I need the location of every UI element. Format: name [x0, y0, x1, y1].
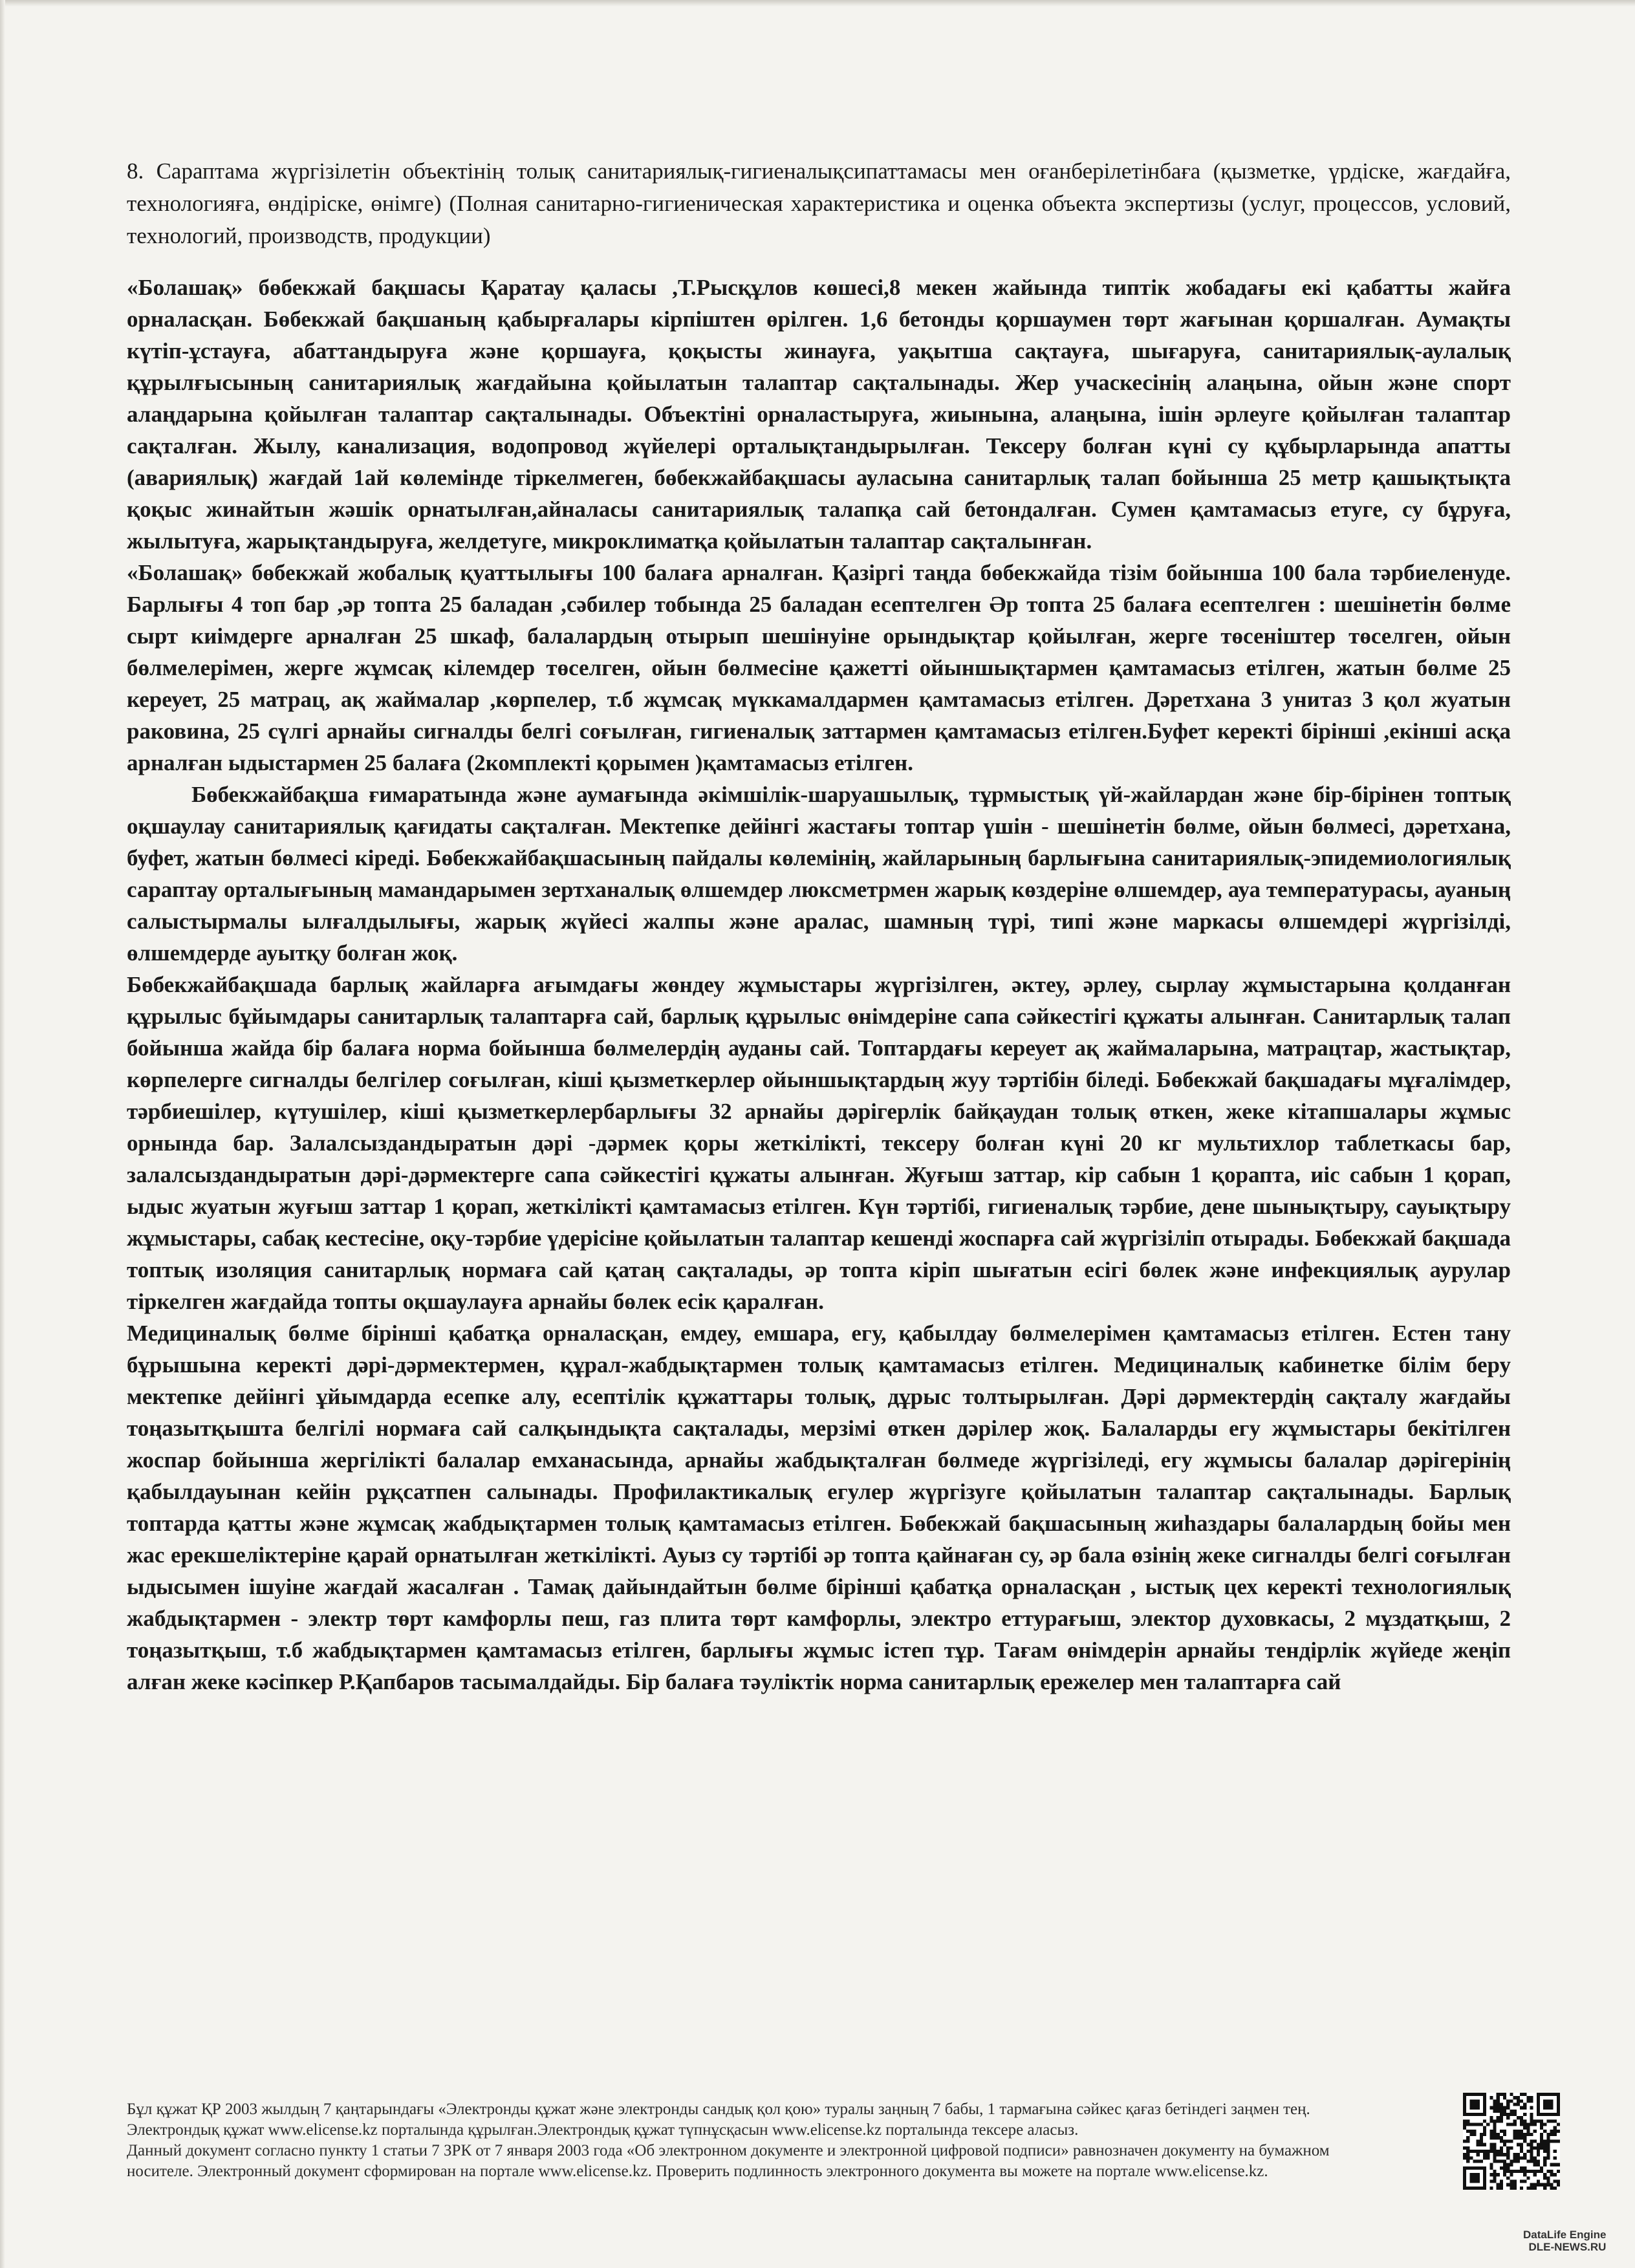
scan-edge: [0, 0, 1635, 6]
legal-footer: [127, 2099, 1440, 2182]
watermark-line: DLE-NEWS.RU: [1528, 2241, 1607, 2253]
paragraph-location: «Болашақ» бөбекжай бақшасы Қаратау қаласы ,Т.Рысқұлов көшесі,8 мекен жайында типтік жобадағы екі қабатты жайға орналасқан. Бөбекжай бақшаның қабырғалары кірпіштен өрілген. 1,6 бетонды қоршаумен төрт жағынан қоршалған. Аумақты күтіп-ұстауға, абаттандыруға және қоршауға, қоқысты жинауға, уақытша сақтауға, шығаруға, санитариялық-аулалық құрылғысының санитариялық жағдайына қойылатын талаптар сақталынады. Жер учаскесінің алаңына, ойын және спорт алаңдарына қойылған талаптар сақталынады. Объектіні орналастыруға, жиынына, алаңына, ішін әрлеуге қойылған талаптар сақталған. Жылу, канализация, водопровод жүйелері орталықтандырылған. Тексеру болған күні су құбырларында апатты (авариялық) жағдай 1ай көлемінде тіркелмеген, бөбекжайбақшасы ауласына санитарлық талап бойынша 25 метр қашықтықта қоқыс жинайтын жәшік орнатылған,айналасы санитариялық талапқа сай бетондалған. Сумен қамтамасыз етуге, су бұруға, жылытуға, жарықтандыруға, желдетуге, микроклиматқа қойылатын талаптар сақталынған.: [127, 275, 1511, 554]
watermark-line: DataLife Engine: [1523, 2229, 1607, 2241]
document-page: [127, 155, 1511, 1698]
scan-edge-left: [0, 0, 5, 2268]
paragraph-medical: Медициналық бөлме бірінші қабатқа орналасқан, емдеу, емшара, егу, қабылдау бөлмелерімен қамтамасыз етілген. Естен тану бұрышына керекті дәрі-дәрмектермен, құрал-жабдықтармен толық қамтамасыз етілген. Медициналық кабинетке білім беру мектепке дейінгі ұйымдарда есепке алу, есептілік құжаттары толық, дұрыс толтырылған. Дәрі дәрмектердің сақталу жағдайы тоңазытқышта белгілі нормаға сай салқындықта сақталады, мерзімі өткен дәрілер жоқ. Балаларды егу жұмыстары бекітілген жоспар бойынша жергілікті балалар емханасында, арнайы жабдықталған бөлмеде жүргізіледі, егу жұмысы балалар дәрігерінің қабылдауынан кейін рұқсатпен салынады. Профилактикалық егулер жүргізуге қойылатын талаптар сақталынады. Барлық топтарда қатты және жұмсақ жабдықтармен толық қамтамасыз етілген. Бөбекжай бақшасының жиhаздары балалардың бойы мен жас ерекшеліктеріне қарай орнатылған жеткілікті. Ауыз су тәртібі әр топта қайнаған су, әр бала өзінің жеке сигналды белгі соғылған ыдысымен ішуіне жағдай жасалған . Тамақ дайындайтын бөлме бірінші қабатқа орналасқан , ыстық цех керекті технологиялық жабдықтармен - электр төрт камфорлы пеш, газ плита төрт камфорлы, электро еттурағыш, электор духовкасы, 2 мұздатқыш, 2 тоңазытқыш, т.б жабдықтармен қамтамасыз етілген, барлығы жұмыс істеп тұр. Тағам өнімдерін арнайы тендірлік жүйеде жеңіп алған жеке кәсіпкер Р.Қапбаров тасымалдайды. Бір балаға тәуліктік норма санитарлық ережелер мен талаптарға сай: [127, 1321, 1511, 1694]
watermark-stamp: [1523, 2229, 1606, 2253]
document-body: [127, 272, 1511, 1698]
footer-line: носителе. Электронный документ сформирован на портале www.elicense.kz. Проверить подлинность электронного документа вы можете на портале www.elicense.kz.: [127, 2163, 1268, 2180]
paragraph-isolation: Бөбекжайбақша ғимаратында және аумағында әкімшілік-шаруашылық, тұрмыстық үй-жайлардан және бір-бірінен топтық оқшаулау санитариялық қағидаты сақталған. Мектепке дейінгі жастағы топтар үшін - шешінетін бөлме, ойын бөлмесі, дәретхана, буфет, жатын бөлмесі кіреді. Бөбекжайбақшасының пайдалы көлемінің, жайларының барлығына санитариялық-эпидемиологиялық сараптау орталығының мамандарымен зертханалық өлшемдер люксметрмен жарық көздеріне өлшемдер, ауа температурасы, ауаның салыстырмалы ылғалдылығы, жарық жүйесі жалпы және аралас, шамның түрі, типі және маркасы өлшемдері жүргізілді, өлшемдерде ауытқу болған жоқ.: [127, 782, 1511, 966]
section-heading: 8. Сараптама жүргізілетін объектінің толық санитариялық-гигиеналықсипаттамасы мен оғанберілетінбаға (қызметке, үрдіске, жағдайға, технологияға, өндіріске, өнімге) (Полная санитарно-гигиеническая характеристика и оценка объекта экспертизы (услуг, процессов, условий, технологий, производств, продукции): [127, 158, 1511, 248]
footer-line: Электрондық құжат www.elicense.kz порталында құрылған.Электрондық құжат түпнұсқасын www.elicense.kz порталында тексере аласыз.: [127, 2121, 1079, 2139]
qr-code-icon: [1463, 2093, 1560, 2190]
footer-line: Бұл құжат ҚР 2003 жылдың 7 қаңтарындағы «Электронды құжат және электронды сандық қол қою» туралы заңның 7 бабы, 1 тармағына сәйкес қағаз бетіндегі заңмен тең.: [127, 2101, 1310, 2118]
footer-line: Данный документ согласно пункту 1 статьи 7 ЗРК от 7 января 2003 года «Об электронном документе и электронной цифровой подписи» равнозначен документу на бумажном: [127, 2142, 1330, 2159]
paragraph-capacity: «Болашақ» бөбекжай жобалық қуаттылығы 100 балаға арналған. Қазіргі таңда бөбекжайда тізім бойынша 100 бала тәрбиеленуде. Барлығы 4 топ бар ,әр топта 25 баладан ,сәбилер тобында 25 баладан есептелген Әр топта 25 балаға есептелген : шешінетін бөлме сырт киімдерге арналған 25 шкаф, балалардың отырып шешінуіне орындықтар қойылған, жерге төсеніштер төселген, ойын бөлмелерімен, жерге жұмсақ кілемдер төселген, ойын бөлмесіне қажетті ойыншықтармен қамтамасыз етілген, жатын бөлме 25 кереует, 25 матрац, ақ жаймалар ,көрпелер, т.б жұмсақ мүккамалдармен қамтамасыз етілген. Дәретхана 3 унитаз 3 қол жуатын раковина, 25 сүлгі арнайы сигналды белгі соғылған, гигиеналық заттармен қамтамасыз етілген.Буфет керекті бірінші ,екінші асқа арналған ыдыстармен 25 балаға (2комплекті қорымен )қамтамасыз етілген.: [127, 560, 1511, 775]
paragraph-repairs: Бөбекжайбақшада барлық жайларға ағымдағы жөндеу жұмыстары жүргізілген, әктеу, әрлеу, сырлау жұмыстарына қолданған құрылыс бұйымдары санитарлық талаптарға сай, барлық құрылыс өнімдеріне сапа сәйкестігі құжаты алынған. Санитарлық талап бойынша жайда бір балаға норма бойынша бөлмелердің ауданы сай. Топтардағы кереует ақ жаймаларына, матрацтар, жастықтар, көрпелерге сигналды белгілер соғылған, кіші қызметкерлер ойыншықтардың жуу тәртібін біледі. Бөбекжай бақшадағы мұғалімдер, тәрбиешілер, күтушілер, кіші қызметкерлербарлығы 32 арнайы дәрігерлік байқаудан толық өткен, жеке кітапшалары жұмыс орнында бар. Залалсыздандыратын дәрі -дәрмек қоры жеткілікті, тексеру болған күні 20 кг мультихлор таблеткасы бар, залалсыздандыратын дәрі-дәрмектерге сапа сәйкестігі құжаты алынған. Жуғыш заттар, кір сабын 1 қорапта, иіс сабын 1 қорап, ыдыс жуатын жуғыш заттар 1 қорап, жеткілікті қамтамасыз етілген. Күн тәртібі, гигиеналық тәрбие, дене шынықтыру, сауықтыру жұмыстары, сабақ кестесіне, оқу-тәрбие үдерісіне қойылатын талаптар кешенді жоспарға сай жүргізіліп отырады. Бөбекжай бақшада топтық изоляция санитарлық нормаға сай қатаң сақталады, әр топта кіріп шығатын есігі бөлек және инфекциялық аурулар тіркелген жағдайда топты оқшаулауға арнайы бөлек есік қаралған.: [127, 972, 1511, 1314]
